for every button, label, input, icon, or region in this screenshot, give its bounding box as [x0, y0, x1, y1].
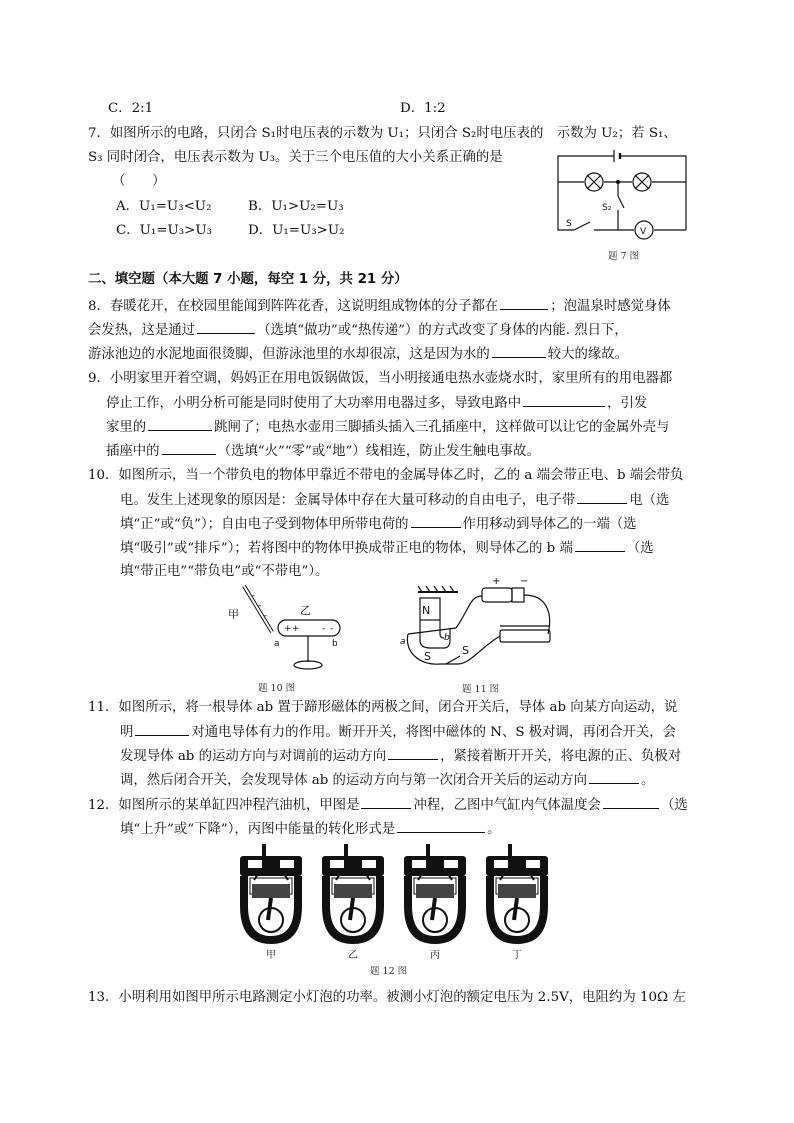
q10-line-2 [120, 490, 669, 510]
fig11-plus-label: + [492, 576, 501, 587]
q11-blank-1[interactable] [135, 722, 189, 736]
q9-blank-1[interactable] [523, 393, 605, 407]
q13-line-1: 13．小明利用如图甲所示电路测定小灯泡的功率。被测小灯泡的额定电压为 2.5V，电阻约为 10Ω 左 [88, 990, 686, 1005]
fig11-caption: 题 11 图 [462, 684, 500, 695]
fig7-voltmeter-label: V [640, 227, 647, 237]
q10-blank-2[interactable] [411, 514, 461, 528]
q10-line-5: 填“带正电”“带负电”或“不带电”）。 [120, 564, 329, 579]
q8-blank-2[interactable] [197, 320, 255, 334]
q12-line-1 [88, 795, 688, 815]
q9-line-2 [106, 393, 647, 413]
q6-option-c: C．2:1 [108, 101, 154, 116]
q11-text: ，紧接着断开开关，将电源的正、负极对 [440, 749, 682, 764]
fig12-caption: 题 12 图 [370, 966, 408, 977]
q8-line-3 [88, 344, 628, 364]
q11-blank-2[interactable] [388, 746, 438, 760]
section-2-heading: 二、填空题（本大题 7 小题，每空 1 分，共 21 分） [88, 272, 408, 287]
fig11-s-label: S [424, 650, 431, 663]
svg-text:-: - [322, 624, 326, 634]
fig10-b-label: b [332, 639, 338, 649]
q8-line-2 [88, 320, 628, 340]
svg-text:-: - [252, 591, 256, 601]
q9-blank-3[interactable] [162, 441, 216, 455]
q12-line-2 [120, 819, 501, 839]
q8-blank-3[interactable] [492, 344, 546, 358]
q7-line-2: S₃ 同时闭合，电压表示数为 U₃。关于三个电压值的大小关系正确的是 [88, 150, 503, 165]
svg-text:-: - [264, 611, 268, 621]
q9-text: 跳闸了；电热水壶用三脚插头插入三孔插座中，这样做可以让它的金属外壳与 [214, 420, 670, 435]
q8-text: ；泡温泉时感觉身体 [550, 299, 671, 314]
fig10-conductor-diagram [228, 584, 348, 676]
q10-line-1: 10．如图所示，当一个带负电的物体甲靠近不带电的金属导体乙时，乙的 a 端会带正电、b 端会带负 [88, 468, 684, 483]
q12-blank-3[interactable] [397, 819, 485, 833]
q10-text: 电。发生上述现象的原因是：金属导体中存在大量可移动的自由电子，电子带 [120, 493, 576, 508]
q12-text: 冲程，乙图中气缸内气体温度会 [413, 798, 601, 813]
q8-text: 较大的缘故。 [547, 347, 629, 362]
fig10-jia-label: 甲 [228, 608, 239, 621]
q9-text: 插座中的 [106, 444, 160, 459]
fig11-b-label: b [444, 633, 450, 643]
q9-line-1: 9．小明家里开着空调，妈妈正在用电饭锅做饭，当小明接通电热水壶烧水时，家里所有的用电器都 [88, 371, 673, 386]
q9-text: ，引发 [607, 396, 648, 411]
q10-line-3 [120, 514, 637, 534]
fig12-jia-label: 甲 [266, 950, 276, 961]
q7-option-a: A．U₁=U₃<U₂ [116, 199, 212, 214]
q7-line-1: 7．如图所示的电路，只闭合 S₁时电压表的示数为 U₁；只闭合 S₂时电压表的 示数为 U₂；若 S₁、 [88, 126, 677, 141]
q9-line-4 [106, 441, 540, 461]
q8-text: 会发热，这是通过 [88, 323, 196, 338]
fig12-engine-strokes [236, 844, 556, 960]
q11-text: 调，然后闭合开关，会发现导体 ab 的运动方向与第一次闭合开关后的运动方向 [120, 773, 587, 788]
fig11-minus-label: − [520, 576, 529, 587]
q10-blank-1[interactable] [577, 490, 627, 504]
fig10-a-label: a [274, 639, 280, 649]
fig12-yi-label: 乙 [348, 950, 358, 961]
q10-text: 作用移动到导体乙的一端（选 [462, 517, 637, 532]
q10-blank-3[interactable] [575, 538, 625, 552]
q8-text: （选填“做功”或“热传递”）的方式改变了身体的内能. 烈日下， [257, 323, 628, 338]
fig7-caption: 题 7 图 [608, 251, 640, 262]
q8-line-1 [88, 296, 671, 316]
fig7-s2-label: S₂ [602, 203, 612, 213]
q7-line-3: （ ） [112, 174, 166, 189]
svg-text:+: + [292, 624, 300, 634]
q12-text: 。 [487, 822, 501, 837]
fig12-bing-label: 丙 [430, 950, 440, 961]
fig11-n-label: N [422, 604, 431, 617]
q11-text: 发现导体 ab 的运动方向与对调前的运动方向 [120, 749, 387, 764]
fig11-switch-label: S [462, 644, 469, 657]
q12-text: 填“上升”或“下降”），丙图中能量的转化形式是 [120, 822, 396, 837]
fig7-circuit [554, 148, 694, 248]
q10-line-4 [120, 538, 654, 558]
fig11-a-label: a [400, 637, 406, 647]
q11-line-4 [120, 770, 654, 790]
q10-text: 填“正”或“负”）；自由电子受到物体甲所带电荷的 [120, 517, 409, 532]
q12-blank-1[interactable] [361, 795, 411, 809]
q12-text: （选 [660, 798, 688, 813]
q7-option-b: B．U₁>U₂=U₃ [248, 199, 344, 214]
fig10-caption: 题 10 图 [258, 683, 296, 694]
fig10-yi-label: 乙 [300, 604, 311, 617]
q11-text: 对通电导体有力的作用。断开开关，将图中磁体的 N、S 极对调，再闭合开关，会 [191, 725, 677, 740]
svg-text:-: - [330, 624, 334, 634]
q9-blank-2[interactable] [148, 417, 212, 431]
q7-option-c: C．U₁=U₃>U₃ [116, 223, 213, 238]
svg-text:+: + [284, 624, 292, 634]
q12-text: 12．如图所示的某单缸四冲程汽油机，甲图是 [88, 798, 360, 813]
q9-text: （选填“火”“零”或“地”）线相连，防止发生触电事故。 [217, 444, 540, 459]
q11-text: 。 [640, 773, 655, 788]
q11-line-3 [120, 746, 681, 766]
q10-text: 填“吸引”或“排斥”）；若将图中的物体甲换成带正电的物体，则导体乙的 b 端 [120, 541, 573, 556]
q11-text: 明 [120, 725, 134, 740]
q11-blank-3[interactable] [589, 770, 639, 784]
q9-text: 停止工作，小明分析可能是同时使用了大功率用电器过多，导致电路中 [106, 396, 522, 411]
fig12-ding-label: 丁 [512, 950, 522, 961]
q8-text: 游泳池边的水泥地面很烫脚，但游泳池里的水却很凉，这是因为水的 [88, 347, 490, 362]
q7-option-d: D．U₁=U₃>U₂ [248, 223, 345, 238]
fig7-s1-label: S [566, 219, 572, 229]
q10-text: （选 [626, 541, 654, 556]
q8-blank-1[interactable] [500, 296, 548, 310]
fig11-motor-diagram [400, 578, 560, 678]
q11-line-2 [120, 722, 676, 742]
q9-line-3 [106, 417, 669, 437]
q11-line-1: 11．如图所示，将一根导体 ab 置于蹄形磁体的两极之间，闭合开关后，导体 ab 向某方向运动，说 [88, 700, 678, 715]
svg-text:-: - [258, 601, 262, 611]
q9-text: 家里的 [106, 420, 147, 435]
q12-blank-2[interactable] [603, 795, 659, 809]
q8-text: 8．春暖花开，在校园里能闻到阵阵花香，这说明组成物体的分子都在 [88, 299, 499, 314]
q6-option-d: D．1:2 [400, 101, 446, 116]
q10-text: 电（选 [629, 493, 670, 508]
